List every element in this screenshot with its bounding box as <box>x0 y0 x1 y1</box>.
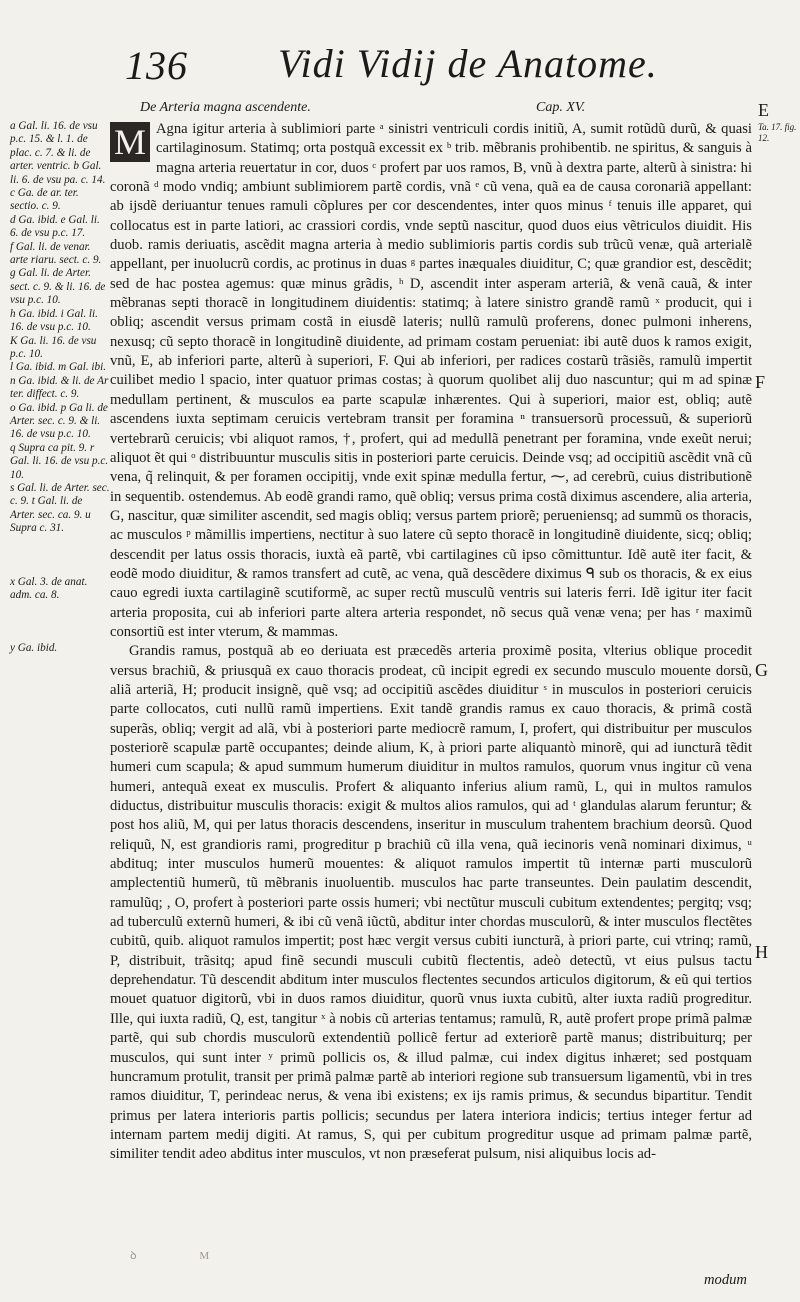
margin-note: y Ga. ibid. <box>10 642 58 655</box>
margin-note: h Ga. ibid. i Gal. li. 16. de vsu p.c. 10. <box>10 307 98 334</box>
margin-note: x Gal. 3. de anat. adm. ca. 8. <box>10 575 88 601</box>
margin-note: f Gal. li. de venar. arte riaru. sect. c. 9. <box>10 240 102 267</box>
margin-note: d Ga. ibid. e Gal. li. 6. de vsu p.c. 17. <box>10 213 100 240</box>
paragraph-text: Agna igitur arteria à sublimiori parte ᵃ sinistri ventriculi cordis initiũ, A, sumit rotũdũ durũ, & quasi cartilaginosum. Statimq; orta postquã excessit ex ᵇ trib. mẽbranis prohibentib. ne spiritus, & sanguis à magna arteria reuertatur in cor, duos ᶜ profert par uos ramos, B, vnũ à dextra parte, alterũ à sinistra: hi coronã ᵈ modo vndiq; ambiunt sublimiorem partẽ cordis, vnã ᵉ cũ vena, quã ea de causa coronariã appellant: ab ijsdẽ deriuantur tenues ramuli cõplures per cor descendentes, inter quos minus ᶠ tenuis ille apparet, qui collocatus est in parte latiori, ac crassiori cordis, vnde septũ nascitur, quod duos eius vẽtriculos diuidit. His duob. ramis deriuatis, ascẽdit magna arteria à medio sublimioris partis cordis sub trũcũ venæ, quã arterialẽ appellant, per inuolucrũ cordis, ac protinus in duas ᵍ partes inæquales diuiditur, C; quæ grandior est, descẽdit; sed de hac postea agemus: quæ minus grãdis, ʰ D, ascendit inter asperam arteriã, & venã cauã, & inter mẽbranas septi thoracẽ in longitudinem diuidentis: statimq; à latere sinistro grandẽ ramũ ˣ producit, qui i obliq; ascendit versus primam costã in eiusdẽ lateris; nullũ ramulũ proferens, donec pulmoni inherens, nexusq; cũ septo thoracẽ in longitudinẽ diuidente, ad primam costam perueniat: ibi autẽ duos k ramos exigit, vnũ, E, ab inferiori parte, alterũ à superiori, F. Qui ab inferiori, per radices costarũ trãsiẽs, ramulũ impertit cuilibet medio l spacio, inter quatuor primas costas; à quorum quolibet alij duo nascuntur; qui m ad spinæ medullam pertinent, & musculos ea parte scapulæ inhærentes. Qui à superiori, maior est, obliq; autẽ ascendens iuxta septimam ceruicis vertebram transit per foramina ⁿ transuersorũ processuũ, & superiorũ vertebrarũ ceruicis; vbi aliquot ramos, †, profert, qui ad medullã penetrant per foramina, vnde exeũt nerui; aliquot ẽt qui ᵒ distribuuntur musculis sitis in posteriori parte ceruicis. Deinde vsq; ad occipitiũ ascẽdit vnã cũ vena, q̃ relinquit, & per foramen occipitij, vnde exit spinæ medulla fertur, ⁓, ad cerebrũ, cuius distributionẽ in sequentib. ostendemus. Ab eodẽ grandi ramo, quẽ obliq; versus prima costã diximus ascendere, alia arteria, G, nascitur, quæ similiter ascendit, sed magis obliq; versus partem priorẽ; perueniensq; ad summũ os thoracis, ac musculos ᵖ mãmillis impertiens, nectitur à suo latere cũ septo thoracẽ in longitudinẽ diuidente, sicq; obliq; descendit per latus ossis thoracis, iuxtà eã partẽ, vbi cartilagines cũ ipso cõmittuntur. Idẽ autẽ iter facit, & eodẽ modo diuiditur, & ramos transfert ad cutẽ, ac vena, quã descẽdere diximus ᑫ sub os thoracis, & ex eius cauo egredi iuxta cartilaginẽ scutiformẽ, ac super rectũ musculũ ventris sui lateris ferri. Idẽ igitur iter facit arteria proposita, cui ab inferiori parte altera arteria respondet, nõ secus quã venæ vena; per has ʳ maximũ consortiũ est inter vterum, & mammas. <box>110 121 752 640</box>
catchword: modum <box>704 1272 747 1288</box>
chapter-heading <box>140 100 740 116</box>
margin-note: a Gal. li. 16. de vsu p.c. 15. & l. 1. de plac. c. 7. & li. de arter. ventric. b Gal. li. 6. de vsu pa. c. 14. <box>10 120 106 186</box>
section-letter-f: F <box>755 372 766 392</box>
section-letter-e: E <box>758 100 769 120</box>
chapter-number: Cap. XV. <box>536 100 586 115</box>
paragraph-text: Grandis ramus, postquã ab eo deriuata est præcedẽs arteria proximẽ posita, vlterius oblique procedit versus brachiũ, & priusquã ex cauo thoracis prodeat, cũ incipit egredi ex secundo musculo mouente dorsũ, aliã arteriã, H; producit insignẽ, quẽ vsq; ad occipitiũ ascẽdes diuiditur ˢ in musculos in posteriori ceruicis parte collocatos, cuti nullũ ramũ impertiens. Exit tandẽ grandis ramus ex cauo thoracis, & primã costã superãs, obliq; vergit ad alã, vbi à posteriori parte mediocrẽ ramum, I, profert, qui distribuitur per musculos posteriorẽ scapulæ partẽ occupantes; deinde alium, K, à priori parte aliquantò minorẽ, qui ad iuncturã tẽdit humeri cum scapula; & apud summum humerum diuiditur in multos ramulos, quorum vnus ingitur cũ vena humeri, antequã exeat ex musculis. Profert & aliquanto inferius alium ramũ, L, qui in multos ramulos diductus, distribuitur musculis thoracis: exigit & multos alios ramulos, qui ad ᵗ glandulas alarum feruntur; & post hos aliũ, M, qui per latus thoracis descendens, inseritur in musculum trahentem brachium deorsũ. Quod reliquũ, N, est grandioris rami, progreditur p brachiũ cũ illa vena, quã iecinoris venã nominari diximus, ᵘ abdituq; inter musculos humerũ mouentes: & aliquot ramulos impertit tũ internæ parti musculorũ amplectentiũ humerũ, tũ mẽbranis inuoluentib. musculos hac parte transeuntes. Dein paulatim descendit, ramulũq; , O, profert à posteriori parte ossis humeri; vbi nectũtur musculi cubitum extendentes; pergitq; vsq; ad tuberculũ externũ humeri, & ibi cũ venã iũctũ, abditur inter chordas musculorũ, & inter musculos flectẽtes cubitũ, quib. aliquot ramulos impertit; post hæc vergit versus cubiti iuncturã, à priori parte, cui vtrinq; ramũ, P, distribuit, trãsitq; apud finẽ secundi musculi cubitũ flectentis, adeò detectũ, vt eius pulsus tactu deprehendatur. Tũ descendit abditum inter musculos flectentes secundos articulos digitorum, & eũ qui tertios mouet quatuor digitorũ, vbi in duos ramos diuiditur, quorũ vnus iuxta cubitũ, alter iuxta radiũ progreditur. Ille, qui iuxta radiũ, Q, est, tangitur ˣ à nobis cũ arterias tentamus; ramulũ, R, autẽ profert prope primã palmæ partẽ, qui sub chordis musculorũ extendentiũ pollicẽ fertur ad exteriorẽ partẽ manus; distribuiturq; per musculos, qui sunt inter ʸ primũ pollicis os, & illud palmæ, cui index digitus inhæret; sed postquam huncramum protulit, transit per primã palmæ partẽ ab interiori regione sub transuersum ligamentũ, vbi in tres ramos diuiditur, T, perindeac nerus, & vena ibi existens; ex ijs ramis primus, & secundus bipartitur. Tendit primus per latera interioris partis pollicis; secundus per latera interiora indicis; tertius integer fertur ad internam partem medij digiti. At ramus, S, qui per cubitum progreditur usque ad primam palmæ partẽ, similiter tendit adeo abditus inter musculos, vt non præseferat pulsum, nisi aliquibus locis ad- <box>110 643 752 1163</box>
paragraph <box>110 642 752 1164</box>
marginal-notes <box>10 120 110 656</box>
main-text <box>110 120 752 1165</box>
running-title: Vidi Vidij de Anatome. <box>278 41 658 86</box>
section-letter-h: H <box>755 942 768 962</box>
margin-note: l Ga. ibid. m Gal. ibi. n Ga. ibid. & li. de Ar ter. diffect. c. 9. <box>10 361 109 401</box>
bleed-through-marks: ꝺ M <box>130 1250 240 1262</box>
margin-note: K Ga. li. 16. de vsu p.c. 10. <box>10 334 97 360</box>
page-number: 136 <box>125 43 188 88</box>
margin-note: g Gal. li. de Arter. sect. c. 9. & li. 16. de vsu p.c. 10. <box>10 267 106 307</box>
margin-note: s Gal. li. de Arter. sec. c. 9. t Gal. li. de Arter. sec. ca. 9. u Supra c. 31. <box>10 481 110 535</box>
margin-note: o Ga. ibid. p Ga li. de Arter. sec. c. 9. & li. 16. de vsu p.c. 10. <box>10 401 108 441</box>
margin-note: c Ga. de ar. ter. sectio. c. 9. <box>10 187 79 213</box>
figure-reference: Ta. 17. fig. 12. <box>758 122 797 143</box>
paragraph <box>110 120 752 642</box>
margin-note: q Supra ca pit. 9. r Gal. li. 16. de vsu p.c. 10. <box>10 441 109 481</box>
drop-cap: M <box>110 122 150 162</box>
section-letter-g: G <box>755 660 768 680</box>
chapter-title: De Arteria magna ascendente. <box>140 100 311 115</box>
